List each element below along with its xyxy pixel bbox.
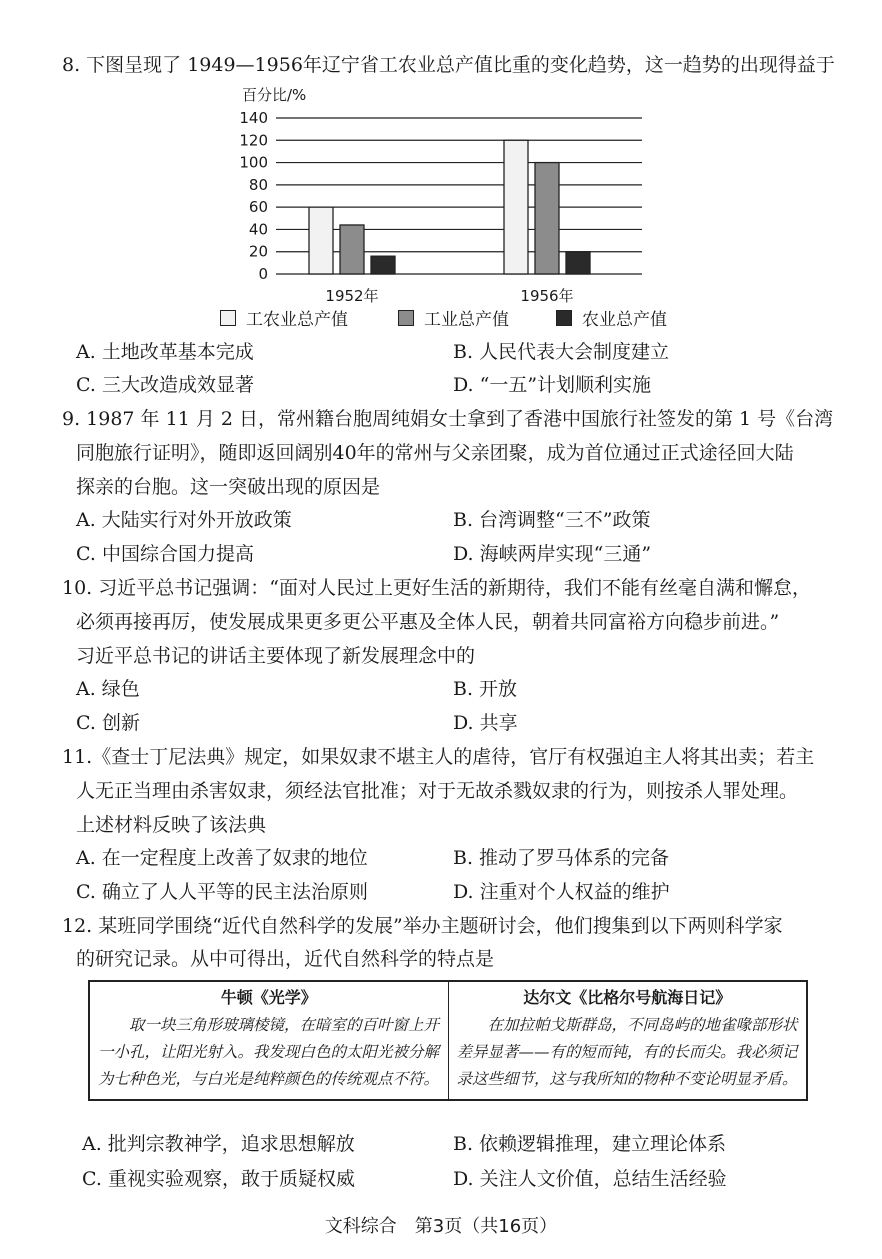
q11-line-3: 上述材料反映了该法典	[76, 814, 267, 836]
q9-option-a: A. 大陆实行对外开放政策	[76, 509, 292, 531]
ytick-label-40: 40	[248, 220, 268, 239]
q10-option-c: C. 创新	[76, 712, 140, 734]
chart-ylabel: 百分比/%	[242, 86, 307, 104]
legend-label-total: 工农业总产值	[246, 310, 348, 330]
q10-option-a: A. 绿色	[76, 678, 140, 700]
bar-chart	[230, 80, 650, 305]
ytick-label-60: 60	[248, 198, 268, 217]
q9-option-d: D. 海峡两岸实现“三通”	[453, 543, 652, 565]
q8-option-a: A. 土地改革基本完成	[76, 341, 254, 363]
chart-yticks	[239, 109, 268, 283]
q10-line-2: 必须再接再厉，使发展成果更多更公平惠及全体人民，朝着共同富裕方向稳步前进。”	[76, 611, 780, 633]
q12-line-1: 12. 某班同学围绕“近代自然科学的发展”举办主题研讨会，他们搜集到以下两则科学家	[62, 915, 783, 937]
legend-item-agriculture	[556, 305, 667, 330]
bar-1-2	[566, 252, 590, 274]
q11-option-a: A. 在一定程度上改善了奴隶的地位	[76, 847, 368, 869]
bar-1-0	[504, 140, 528, 274]
newton-record-title: 牛顿《光学》	[220, 988, 317, 1007]
ytick-label-20: 20	[248, 242, 268, 261]
darwin-record-body: 在加拉帕戈斯群岛，不同岛屿的地雀喙部形状差异显著——有的短而钝，有的长而尖。我必须记录这些细节，这与我所知的物种不变论明显矛盾。	[456, 1016, 798, 1088]
bar-0-2	[371, 256, 395, 274]
q8-stem: 8. 下图呈现了 1949—1956年辽宁省工农业总产值比重的变化趋势，这一趋势的出现得益于	[62, 54, 835, 76]
legend-label-industry: 工业总产值	[424, 310, 509, 330]
q11-option-b: B. 推动了罗马体系的完备	[453, 847, 670, 869]
bar-0-0	[309, 207, 333, 274]
darwin-record	[448, 981, 807, 1100]
ytick-label-100: 100	[239, 153, 268, 172]
q8-option-d: D. “一五”计划顺利实施	[453, 374, 652, 396]
legend-swatch-industry	[398, 310, 414, 326]
q8-option-c: C. 三大改造成效显著	[76, 374, 254, 396]
darwin-record-title: 达尔文《比格尔号航海日记》	[523, 988, 732, 1007]
q12-option-d: D. 关注人文价值，总结生活经验	[453, 1168, 727, 1190]
bar-0-1	[340, 225, 364, 274]
chart-category-1952: 1952年	[325, 287, 379, 305]
ytick-label-80: 80	[248, 175, 268, 194]
ytick-label-0: 0	[258, 265, 268, 283]
q11-line-2: 人无正当理由杀害奴隶，须经法官批准；对于无故杀戮奴隶的行为，则按杀人罪处理。	[76, 780, 799, 802]
q9-line-3: 探亲的台胞。这一突破出现的原因是	[76, 476, 381, 498]
legend-item-industry	[398, 305, 509, 330]
chart-category-1956: 1956年	[520, 287, 574, 305]
q9-option-b: B. 台湾调整“三不”政策	[453, 509, 651, 531]
q12-option-c: C. 重视实验观察，敢于质疑权威	[82, 1168, 355, 1190]
q8-option-b: B. 人民代表大会制度建立	[453, 341, 670, 363]
q9-line-2: 同胞旅行证明》，随即返回阔别40年的常州与父亲团聚，成为首位通过正式途径回大陆	[76, 442, 794, 464]
q11-option-c: C. 确立了人人平等的民主法治原则	[76, 881, 368, 903]
legend-swatch-agriculture	[556, 310, 572, 326]
q12-line-2: 的研究记录。从中可得出，近代自然科学的特点是	[76, 948, 495, 970]
q10-line-3: 习近平总书记的讲话主要体现了新发展理念中的	[76, 645, 476, 667]
legend-item-total	[220, 305, 348, 330]
ytick-label-120: 120	[239, 131, 268, 150]
bar-1-1	[535, 163, 559, 274]
q10-option-d: D. 共享	[453, 712, 518, 734]
research-records-table	[88, 980, 808, 1101]
legend-swatch-total	[220, 310, 236, 326]
q11-line-1: 11.《查士丁尼法典》规定，如果奴隶不堪主人的虐待，官厅有权强迫主人将其出卖；若主	[62, 746, 815, 768]
q11-option-d: D. 注重对个人权益的维护	[453, 881, 670, 903]
q12-option-b: B. 依赖逻辑推理，建立理论体系	[453, 1133, 727, 1155]
page-footer: 文科综合 第3页（共16页）	[324, 1216, 558, 1237]
legend-label-agriculture: 农业总产值	[582, 310, 667, 330]
newton-record-body: 取一块三角形玻璃棱镜，在暗室的百叶窗上开一小孔，让阳光射入。我发现白色的太阳光被分解为七种色光，与白光是纯粹颜色的传统观点不符。	[98, 1016, 440, 1088]
q10-option-b: B. 开放	[453, 678, 518, 700]
newton-record	[89, 981, 448, 1100]
q9-option-c: C. 中国综合国力提高	[76, 543, 254, 565]
q12-option-a: A. 批判宗教神学，追求思想解放	[82, 1133, 355, 1155]
q9-line-1: 9. 1987 年 11 月 2 日，常州籍台胞周纯娟女士拿到了香港中国旅行社签发的第 1 号《台湾	[62, 408, 834, 430]
q10-line-1: 10. 习近平总书记强调：“面对人民过上更好生活的新期待，我们不能有丝毫自满和懈怠，	[62, 577, 811, 599]
ytick-label-140: 140	[239, 109, 268, 127]
